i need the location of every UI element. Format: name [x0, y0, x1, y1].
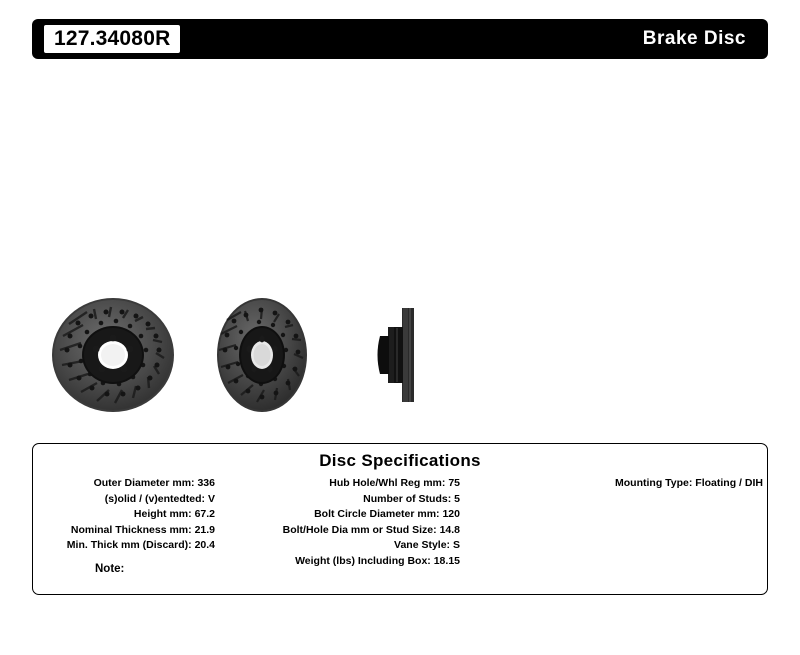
page-title: Brake Disc: [642, 28, 746, 49]
spec-row: [33, 476, 273, 492]
header-left-group: [44, 19, 180, 59]
spec-label: Nominal Thickness mm:: [70, 523, 192, 536]
rotor-front-image: [205, 290, 355, 420]
note-label: Note:: [95, 563, 125, 575]
rotor-face-angle-image: [35, 290, 195, 420]
spec-label: Outer Diameter mm:: [93, 477, 195, 489]
rotor-side-profile-image: [368, 290, 458, 420]
spec-row: [503, 476, 769, 492]
spec-row: [273, 476, 503, 492]
spec-label: Weight (lbs) Including Box:: [295, 554, 431, 567]
spec-label: Height mm:: [133, 508, 192, 521]
spec-value: 20.4: [194, 539, 215, 552]
spec-label: (s)olid / (v)entedted:: [104, 492, 206, 505]
spec-value: 120: [442, 508, 460, 521]
spec-value: V: [207, 492, 215, 505]
spec-column-left: [33, 476, 273, 554]
part-number: 127.34080R: [44, 25, 180, 53]
spec-label: Min. Thick mm (Discard):: [66, 539, 192, 552]
spec-value: 14.8: [439, 523, 460, 536]
spec-value: 336: [197, 477, 215, 489]
header-bar: [32, 19, 768, 59]
spec-label: Mounting Type:: [615, 477, 693, 489]
spec-label: Bolt Circle Diameter mm:: [314, 508, 440, 521]
spec-value: 75: [448, 477, 460, 489]
spec-column-right: [503, 476, 769, 492]
spec-value: Floating / DIH: [695, 477, 763, 489]
spec-panel-title: Disc Specifications: [319, 451, 481, 470]
spec-value: 5: [454, 492, 460, 505]
spec-value: 21.9: [194, 523, 215, 536]
spec-row: [33, 538, 273, 554]
note-row: [95, 563, 428, 575]
spec-value: S: [452, 539, 460, 552]
spec-value: 18.15: [433, 554, 460, 567]
spec-label: Hub Hole/Whl Reg mm:: [329, 477, 446, 489]
spec-column-middle: [273, 476, 503, 570]
spec-row: [273, 507, 503, 523]
spec-row: [273, 492, 503, 508]
disc-specifications-panel: [32, 443, 768, 595]
spec-label: Number of Studs:: [363, 492, 452, 505]
spec-label: Vane Style:: [394, 539, 451, 552]
spec-value: 67.2: [194, 508, 215, 521]
spec-row: [33, 492, 273, 508]
spec-row: [273, 538, 503, 554]
spec-row: [273, 523, 503, 539]
spec-row: [33, 523, 273, 539]
spec-label: Bolt/Hole Dia mm or Stud Size:: [282, 523, 437, 536]
product-images: [0, 290, 800, 440]
spec-row: [33, 507, 273, 523]
